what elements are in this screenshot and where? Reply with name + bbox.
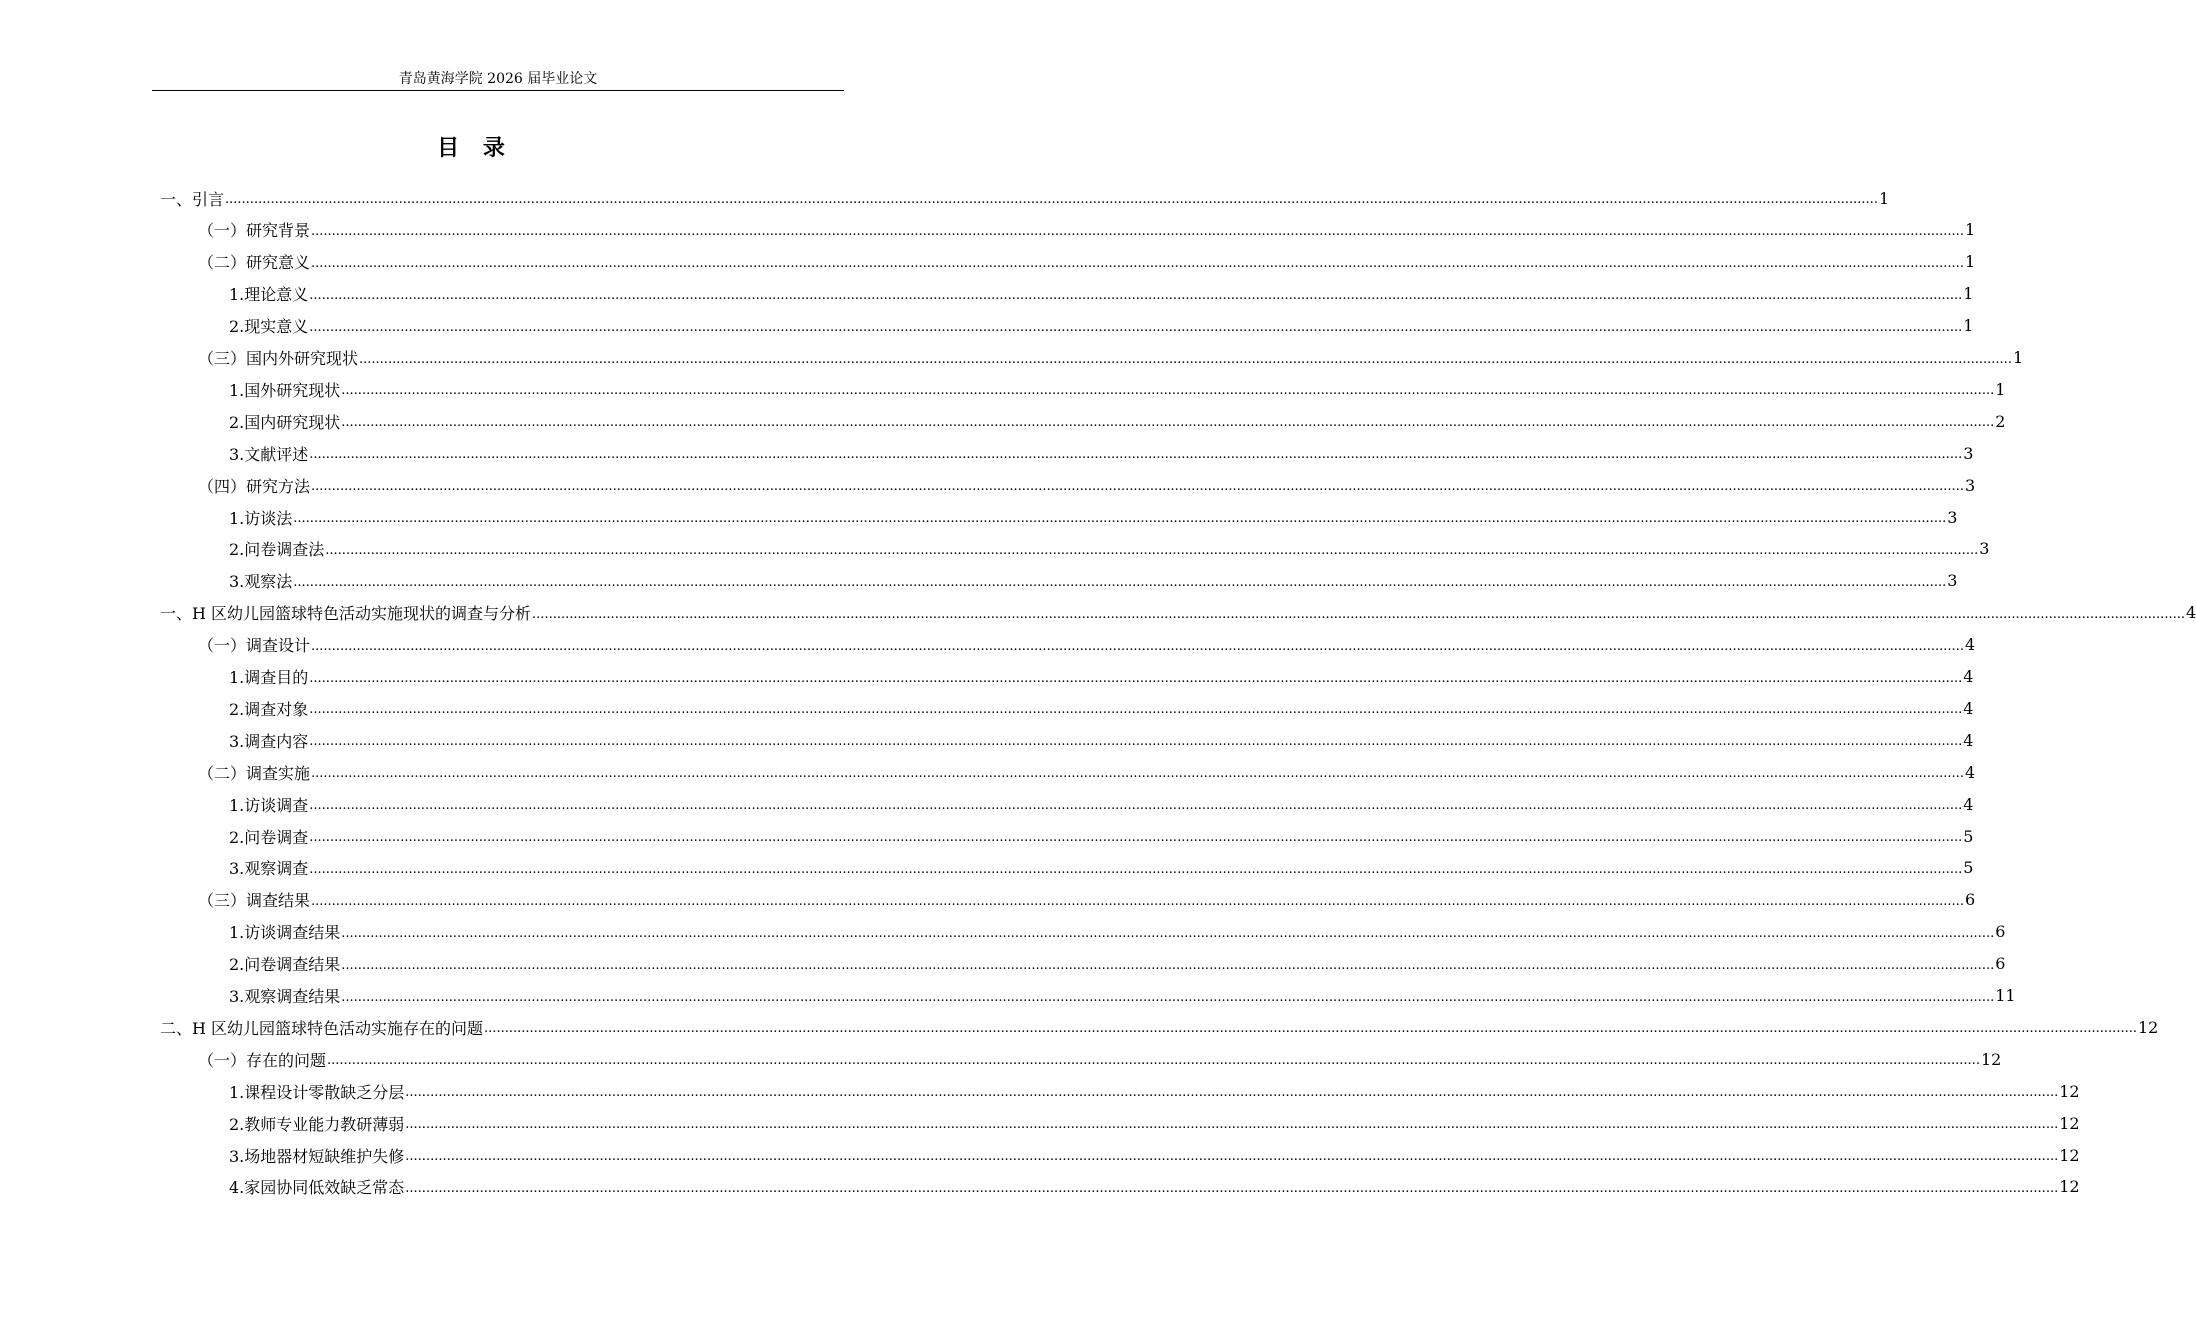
toc-entry-page: 3 <box>1947 571 1958 591</box>
toc-entry-page: 1 <box>2012 348 2024 367</box>
toc-entry[interactable] <box>0 310 1974 342</box>
toc-entry[interactable] <box>0 852 1974 884</box>
toc-entry-label: 2.问卷调查法 <box>229 540 325 560</box>
toc-entry-label: 3.观察调查 <box>229 859 309 879</box>
toc-entry[interactable] <box>0 342 2024 374</box>
toc-entry-page: 1 <box>1964 252 1976 272</box>
toc-entry-page: 12 <box>1980 1049 2002 1069</box>
toc-entry[interactable] <box>0 884 1976 916</box>
toc-entry-page: 1 <box>1878 188 1890 208</box>
toc-entry-label: （一）存在的问题 <box>198 1050 327 1070</box>
toc-entry-label: 1.访谈调查 <box>229 795 309 815</box>
toc-dot-leader: ................................................................................................................................................................................................................................................................................................................................................................................................................ <box>293 511 1947 526</box>
toc-entry-page: 11 <box>1995 986 2016 1005</box>
toc-dot-leader: ................................................................................................................................................................................................................................................................................................................................................................................................................ <box>484 1021 2137 1037</box>
toc-entry[interactable] <box>0 373 2006 405</box>
toc-entry[interactable] <box>0 980 2016 1012</box>
toc-entry-label: 1.调查目的 <box>229 668 309 687</box>
toc-entry-page: 12 <box>2137 1017 2159 1037</box>
toc-entry[interactable] <box>0 1139 2080 1171</box>
toc-entry-label: 2.现实意义 <box>229 317 309 337</box>
toc-entry-label: 1.课程设计零散缺乏分层 <box>229 1082 405 1102</box>
header-rule <box>152 90 844 91</box>
toc-entry[interactable] <box>0 1171 2080 1203</box>
toc-entry-label: 2.问卷调查 <box>229 827 309 847</box>
toc-entry-label: 2.调查对象 <box>229 699 309 719</box>
toc-entry-label: 一、引言 <box>160 189 225 209</box>
toc-entry-label: 3.观察法 <box>229 572 293 592</box>
toc-entry[interactable] <box>0 916 2006 948</box>
toc-entry-page: 6 <box>1995 922 2006 942</box>
toc-dot-leader: ................................................................................................................................................................................................................................................................................................................................................................................................................ <box>341 957 1995 973</box>
toc-entry-label: （二）调查实施 <box>198 763 311 783</box>
toc-entry-label: 3.调查内容 <box>229 731 309 751</box>
toc-dot-leader: ................................................................................................................................................................................................................................................................................................................................................................................................................ <box>532 606 2185 622</box>
toc-entry-page: 12 <box>2059 1177 2080 1197</box>
toc-dot-leader: ................................................................................................................................................................................................................................................................................................................................................................................................................ <box>325 542 1979 558</box>
toc-entry-label: （三）国内外研究现状 <box>198 349 359 368</box>
toc-dot-leader: ................................................................................................................................................................................................................................................................................................................................................................................................................ <box>311 893 1964 909</box>
toc-entry[interactable] <box>0 820 1974 852</box>
toc-entry-label: （四）研究方法 <box>198 476 311 496</box>
toc-entry-page: 1 <box>1964 220 1976 240</box>
toc-dot-leader: ................................................................................................................................................................................................................................................................................................................................................................................................................ <box>309 861 1963 877</box>
toc-dot-leader: ................................................................................................................................................................................................................................................................................................................................................................................................................ <box>225 192 1878 207</box>
toc-entry[interactable] <box>0 565 1958 597</box>
toc-dot-leader: ................................................................................................................................................................................................................................................................................................................................................................................................................ <box>341 989 1995 1005</box>
toc-dot-leader: ................................................................................................................................................................................................................................................................................................................................................................................................................ <box>405 1149 2059 1164</box>
toc-entry-label: 一、H 区幼儿园篮球特色活动实施现状的调查与分析 <box>160 604 532 624</box>
toc-entry[interactable] <box>0 788 1974 820</box>
toc-dot-leader: ................................................................................................................................................................................................................................................................................................................................................................................................................ <box>341 925 1995 941</box>
toc-entry-page: 4 <box>1963 698 1974 718</box>
toc-entry-page: 4 <box>2185 603 2196 623</box>
toc-entry[interactable] <box>0 214 1976 246</box>
toc-entry-label: 2.教师专业能力教研薄弱 <box>229 1114 405 1134</box>
toc-entry[interactable] <box>0 246 1976 278</box>
toc-dot-leader: ................................................................................................................................................................................................................................................................................................................................................................................................................ <box>293 574 1947 590</box>
toc-dot-leader: ................................................................................................................................................................................................................................................................................................................................................................................................................ <box>311 479 1964 495</box>
toc-entry[interactable] <box>0 469 1976 501</box>
toc-entry-page: 1 <box>1995 379 2006 399</box>
toc-entry-label: 2.国内研究现状 <box>229 412 341 432</box>
toc-entry[interactable] <box>0 661 1974 693</box>
toc-dot-leader: ................................................................................................................................................................................................................................................................................................................................................................................................................ <box>341 383 1995 399</box>
toc-entry[interactable] <box>0 948 2006 980</box>
toc-entry[interactable] <box>0 1075 2080 1107</box>
toc-entry-label: 3.观察调查结果 <box>229 987 341 1006</box>
toc-entry-page: 3 <box>1947 507 1958 527</box>
toc-entry[interactable] <box>0 692 1974 724</box>
toc-entry-page: 3 <box>1964 475 1976 495</box>
toc-dot-leader: ................................................................................................................................................................................................................................................................................................................................................................................................................ <box>311 638 1964 654</box>
toc-entry-page: 1 <box>1963 316 1974 336</box>
toc-entry-label: 1.访谈调查结果 <box>229 923 341 943</box>
toc-entry-label: 1.访谈法 <box>229 508 293 528</box>
toc-entry[interactable] <box>0 533 1990 565</box>
toc-entry-page: 4 <box>1964 635 1976 655</box>
toc-entry-label: 1.国外研究现状 <box>229 380 341 400</box>
toc-entry-label: （一）研究背景 <box>198 221 311 241</box>
toc-entry[interactable] <box>0 182 1890 214</box>
toc-entry-page: 12 <box>2059 1081 2080 1101</box>
toc-entry[interactable] <box>0 437 1974 469</box>
toc-dot-leader: ................................................................................................................................................................................................................................................................................................................................................................................................................ <box>309 447 1963 463</box>
page-header: 青岛黄海学院 2026 届毕业论文 <box>398 71 598 87</box>
toc-entry[interactable] <box>0 1043 2002 1075</box>
toc-dot-leader: ................................................................................................................................................................................................................................................................................................................................................................................................................ <box>359 351 2012 367</box>
toc-dot-leader: ................................................................................................................................................................................................................................................................................................................................................................................................................ <box>311 223 1964 239</box>
toc-dot-leader: ................................................................................................................................................................................................................................................................................................................................................................................................................ <box>341 415 1995 431</box>
toc-entry-label: 1.理论意义 <box>229 285 309 305</box>
toc-entry-page: 4 <box>1964 762 1976 782</box>
toc-entry-label: （一）调查设计 <box>198 636 311 656</box>
toc-entry-label: （三）调查结果 <box>198 891 311 911</box>
toc-dot-leader: ................................................................................................................................................................................................................................................................................................................................................................................................................ <box>405 1180 2059 1196</box>
toc-entry-label: 二、H 区幼儿园篮球特色活动实施存在的问题 <box>160 1018 484 1038</box>
toc-entry[interactable] <box>0 629 1976 661</box>
toc-dot-leader: ................................................................................................................................................................................................................................................................................................................................................................................................................ <box>311 766 1964 782</box>
toc-entry-page: 4 <box>1963 667 1974 686</box>
toc-entry-page: 3 <box>1979 539 1990 559</box>
toc-entry-page: 4 <box>1963 730 1974 750</box>
toc-dot-leader: ................................................................................................................................................................................................................................................................................................................................................................................................................ <box>311 255 1964 271</box>
toc-entry-page: 12 <box>2059 1145 2080 1165</box>
toc-entry[interactable] <box>0 724 1974 756</box>
toc-dot-leader: ................................................................................................................................................................................................................................................................................................................................................................................................................ <box>327 1053 1980 1069</box>
toc-entry-page: 5 <box>1963 826 1974 846</box>
toc-entry-page: 12 <box>2059 1113 2080 1133</box>
toc-dot-leader: ................................................................................................................................................................................................................................................................................................................................................................................................................ <box>309 830 1963 845</box>
toc-dot-leader: ................................................................................................................................................................................................................................................................................................................................................................................................................ <box>405 1085 2059 1101</box>
toc-entry[interactable] <box>0 1107 2080 1139</box>
toc-dot-leader: ................................................................................................................................................................................................................................................................................................................................................................................................................ <box>309 287 1963 303</box>
toc-entry[interactable] <box>0 597 2196 629</box>
toc-entry-page: 1 <box>1963 284 1974 304</box>
toc-dot-leader: ................................................................................................................................................................................................................................................................................................................................................................................................................ <box>309 798 1963 814</box>
toc-entry-label: 4.家园协同低效缺乏常态 <box>229 1178 405 1198</box>
toc-entry-label: 3.文献评述 <box>229 444 309 464</box>
toc-dot-leader: ................................................................................................................................................................................................................................................................................................................................................................................................................ <box>405 1117 2059 1133</box>
toc-entry-page: 2 <box>1995 411 2006 431</box>
toc-title: 目 录 <box>437 136 513 161</box>
toc-entry-label: 3.场地器材短缺维护失修 <box>229 1146 405 1166</box>
toc-dot-leader: ................................................................................................................................................................................................................................................................................................................................................................................................................ <box>309 670 1963 686</box>
toc-dot-leader: ................................................................................................................................................................................................................................................................................................................................................................................................................ <box>309 319 1963 335</box>
toc-entry[interactable] <box>0 756 1976 788</box>
toc-entry-page: 3 <box>1963 443 1974 463</box>
toc-entry[interactable] <box>0 501 1958 533</box>
toc-entry[interactable] <box>0 1011 2159 1043</box>
toc-dot-leader: ................................................................................................................................................................................................................................................................................................................................................................................................................ <box>309 702 1963 718</box>
toc-entry[interactable] <box>0 278 1974 310</box>
toc-entry-page: 6 <box>1964 890 1976 910</box>
toc-entry-page: 6 <box>1995 954 2006 974</box>
toc-entry-page: 5 <box>1963 858 1974 878</box>
toc-dot-leader: ................................................................................................................................................................................................................................................................................................................................................................................................................ <box>309 734 1963 750</box>
toc-entry-label: 2.问卷调查结果 <box>229 955 341 975</box>
toc-entry-page: 4 <box>1963 794 1974 814</box>
toc-entry-label: （二）研究意义 <box>198 253 311 273</box>
toc-entry[interactable] <box>0 405 2006 437</box>
